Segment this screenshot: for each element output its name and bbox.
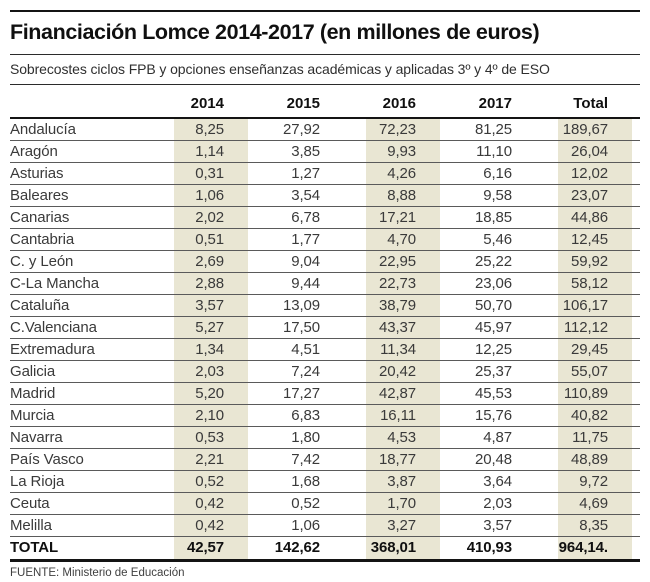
region-label: C. y León [10, 251, 160, 273]
value-cell: 2,69 [160, 251, 256, 273]
value-cell: 12,25 [448, 339, 544, 361]
value-cell: 12,45 [544, 229, 640, 251]
value-cell: 4,26 [352, 163, 448, 185]
value-cell: 2,03 [160, 361, 256, 383]
value-cell: 23,06 [448, 273, 544, 295]
value-cell: 42,87 [352, 383, 448, 405]
table-row [10, 339, 640, 361]
value-cell: 2,02 [160, 207, 256, 229]
value-cell: 20,42 [352, 361, 448, 383]
value-cell: 1,06 [256, 515, 352, 537]
value-cell: 142,62 [256, 537, 352, 561]
value-cell: 11,10 [448, 141, 544, 163]
table-row [10, 515, 640, 537]
table-row [10, 185, 640, 207]
value-cell: 0,52 [160, 471, 256, 493]
value-cell: 7,42 [256, 449, 352, 471]
value-cell: 3,87 [352, 471, 448, 493]
value-cell: 4,87 [448, 427, 544, 449]
value-cell: 410,93 [448, 537, 544, 561]
table-body [10, 118, 640, 561]
value-cell: 42,57 [160, 537, 256, 561]
value-cell: 1,68 [256, 471, 352, 493]
value-cell: 38,79 [352, 295, 448, 317]
value-cell: 0,53 [160, 427, 256, 449]
table-row [10, 207, 640, 229]
value-cell: 964,14. [544, 537, 640, 561]
value-cell: 72,23 [352, 118, 448, 141]
value-cell: 1,34 [160, 339, 256, 361]
region-label: Extremadura [10, 339, 160, 361]
table-row [10, 405, 640, 427]
value-cell: 8,25 [160, 118, 256, 141]
value-cell: 50,70 [448, 295, 544, 317]
value-cell: 55,07 [544, 361, 640, 383]
region-label: Baleares [10, 185, 160, 207]
value-cell: 58,12 [544, 273, 640, 295]
region-label: Navarra [10, 427, 160, 449]
table-row [10, 118, 640, 141]
value-cell: 106,17 [544, 295, 640, 317]
source-note: FUENTE: Ministerio de Educación [10, 567, 185, 579]
value-cell: 1,06 [160, 185, 256, 207]
value-cell: 6,16 [448, 163, 544, 185]
value-cell: 4,53 [352, 427, 448, 449]
value-cell: 3,27 [352, 515, 448, 537]
region-label: Andalucía [10, 118, 160, 141]
value-cell: 5,27 [160, 317, 256, 339]
value-cell: 110,89 [544, 383, 640, 405]
value-cell: 2,21 [160, 449, 256, 471]
value-cell: 17,21 [352, 207, 448, 229]
value-cell: 20,48 [448, 449, 544, 471]
value-cell: 3,54 [256, 185, 352, 207]
column-header-2016: 2016 [352, 85, 448, 118]
data-table [10, 85, 640, 562]
header-row [10, 85, 640, 118]
region-label: Asturias [10, 163, 160, 185]
value-cell: 29,45 [544, 339, 640, 361]
value-cell: 1,70 [352, 493, 448, 515]
value-cell: 17,27 [256, 383, 352, 405]
value-cell: 59,92 [544, 251, 640, 273]
region-label: La Rioja [10, 471, 160, 493]
region-label: Ceuta [10, 493, 160, 515]
value-cell: 48,89 [544, 449, 640, 471]
value-cell: 9,44 [256, 273, 352, 295]
value-cell: 9,58 [448, 185, 544, 207]
region-label: Cataluña [10, 295, 160, 317]
value-cell: 22,73 [352, 273, 448, 295]
table-row [10, 163, 640, 185]
value-cell: 45,53 [448, 383, 544, 405]
value-cell: 4,70 [352, 229, 448, 251]
value-cell: 18,85 [448, 207, 544, 229]
page-title: Financiación Lomce 2014-2017 (en millones de euros) [10, 20, 540, 44]
value-cell: 45,97 [448, 317, 544, 339]
value-cell: 27,92 [256, 118, 352, 141]
table-row [10, 383, 640, 405]
value-cell: 0,51 [160, 229, 256, 251]
value-cell: 1,77 [256, 229, 352, 251]
region-label: Aragón [10, 141, 160, 163]
value-cell: 15,76 [448, 405, 544, 427]
table-row [10, 141, 640, 163]
value-cell: 11,75 [544, 427, 640, 449]
value-cell: 5,20 [160, 383, 256, 405]
value-cell: 368,01 [352, 537, 448, 561]
table-row [10, 251, 640, 273]
column-header-2017: 2017 [448, 85, 544, 118]
region-column-header [10, 85, 160, 118]
value-cell: 4,69 [544, 493, 640, 515]
total-row [10, 537, 640, 561]
value-cell: 8,88 [352, 185, 448, 207]
region-label: Cantabria [10, 229, 160, 251]
value-cell: 22,95 [352, 251, 448, 273]
value-cell: 40,82 [544, 405, 640, 427]
value-cell: 44,86 [544, 207, 640, 229]
table-row [10, 361, 640, 383]
value-cell: 9,04 [256, 251, 352, 273]
value-cell: 5,46 [448, 229, 544, 251]
value-cell: 43,37 [352, 317, 448, 339]
value-cell: 17,50 [256, 317, 352, 339]
table-row [10, 295, 640, 317]
table-row [10, 471, 640, 493]
value-cell: 1,27 [256, 163, 352, 185]
value-cell: 13,09 [256, 295, 352, 317]
region-label: Canarias [10, 207, 160, 229]
value-cell: 18,77 [352, 449, 448, 471]
table-row [10, 427, 640, 449]
value-cell: 3,64 [448, 471, 544, 493]
value-cell: 3,57 [448, 515, 544, 537]
table-row [10, 229, 640, 251]
value-cell: 9,72 [544, 471, 640, 493]
value-cell: 8,35 [544, 515, 640, 537]
value-cell: 189,67 [544, 118, 640, 141]
region-label: TOTAL [10, 537, 160, 561]
table-row [10, 449, 640, 471]
value-cell: 4,51 [256, 339, 352, 361]
region-label: C.Valenciana [10, 317, 160, 339]
value-cell: 3,85 [256, 141, 352, 163]
value-cell: 16,11 [352, 405, 448, 427]
value-cell: 9,93 [352, 141, 448, 163]
value-cell: 3,57 [160, 295, 256, 317]
value-cell: 2,88 [160, 273, 256, 295]
value-cell: 112,12 [544, 317, 640, 339]
table-row [10, 493, 640, 515]
region-label: Galicia [10, 361, 160, 383]
region-label: C-La Mancha [10, 273, 160, 295]
region-label: Murcia [10, 405, 160, 427]
value-cell: 2,10 [160, 405, 256, 427]
region-label: Madrid [10, 383, 160, 405]
value-cell: 81,25 [448, 118, 544, 141]
value-cell: 26,04 [544, 141, 640, 163]
table-row [10, 317, 640, 339]
value-cell: 1,80 [256, 427, 352, 449]
value-cell: 1,14 [160, 141, 256, 163]
value-cell: 6,83 [256, 405, 352, 427]
column-header-2015: 2015 [256, 85, 352, 118]
value-cell: 12,02 [544, 163, 640, 185]
value-cell: 25,22 [448, 251, 544, 273]
region-label: Melilla [10, 515, 160, 537]
value-cell: 11,34 [352, 339, 448, 361]
value-cell: 0,52 [256, 493, 352, 515]
value-cell: 2,03 [448, 493, 544, 515]
table-row [10, 273, 640, 295]
value-cell: 0,42 [160, 493, 256, 515]
subtitle: Sobrecostes ciclos FPB y opciones enseñanzas académicas y aplicadas 3º y 4º de ESO [10, 61, 550, 77]
column-header-2014: 2014 [160, 85, 256, 118]
value-cell: 7,24 [256, 361, 352, 383]
value-cell: 23,07 [544, 185, 640, 207]
value-cell: 25,37 [448, 361, 544, 383]
value-cell: 6,78 [256, 207, 352, 229]
value-cell: 0,42 [160, 515, 256, 537]
column-header-total: Total [544, 85, 640, 118]
region-label: País Vasco [10, 449, 160, 471]
value-cell: 0,31 [160, 163, 256, 185]
